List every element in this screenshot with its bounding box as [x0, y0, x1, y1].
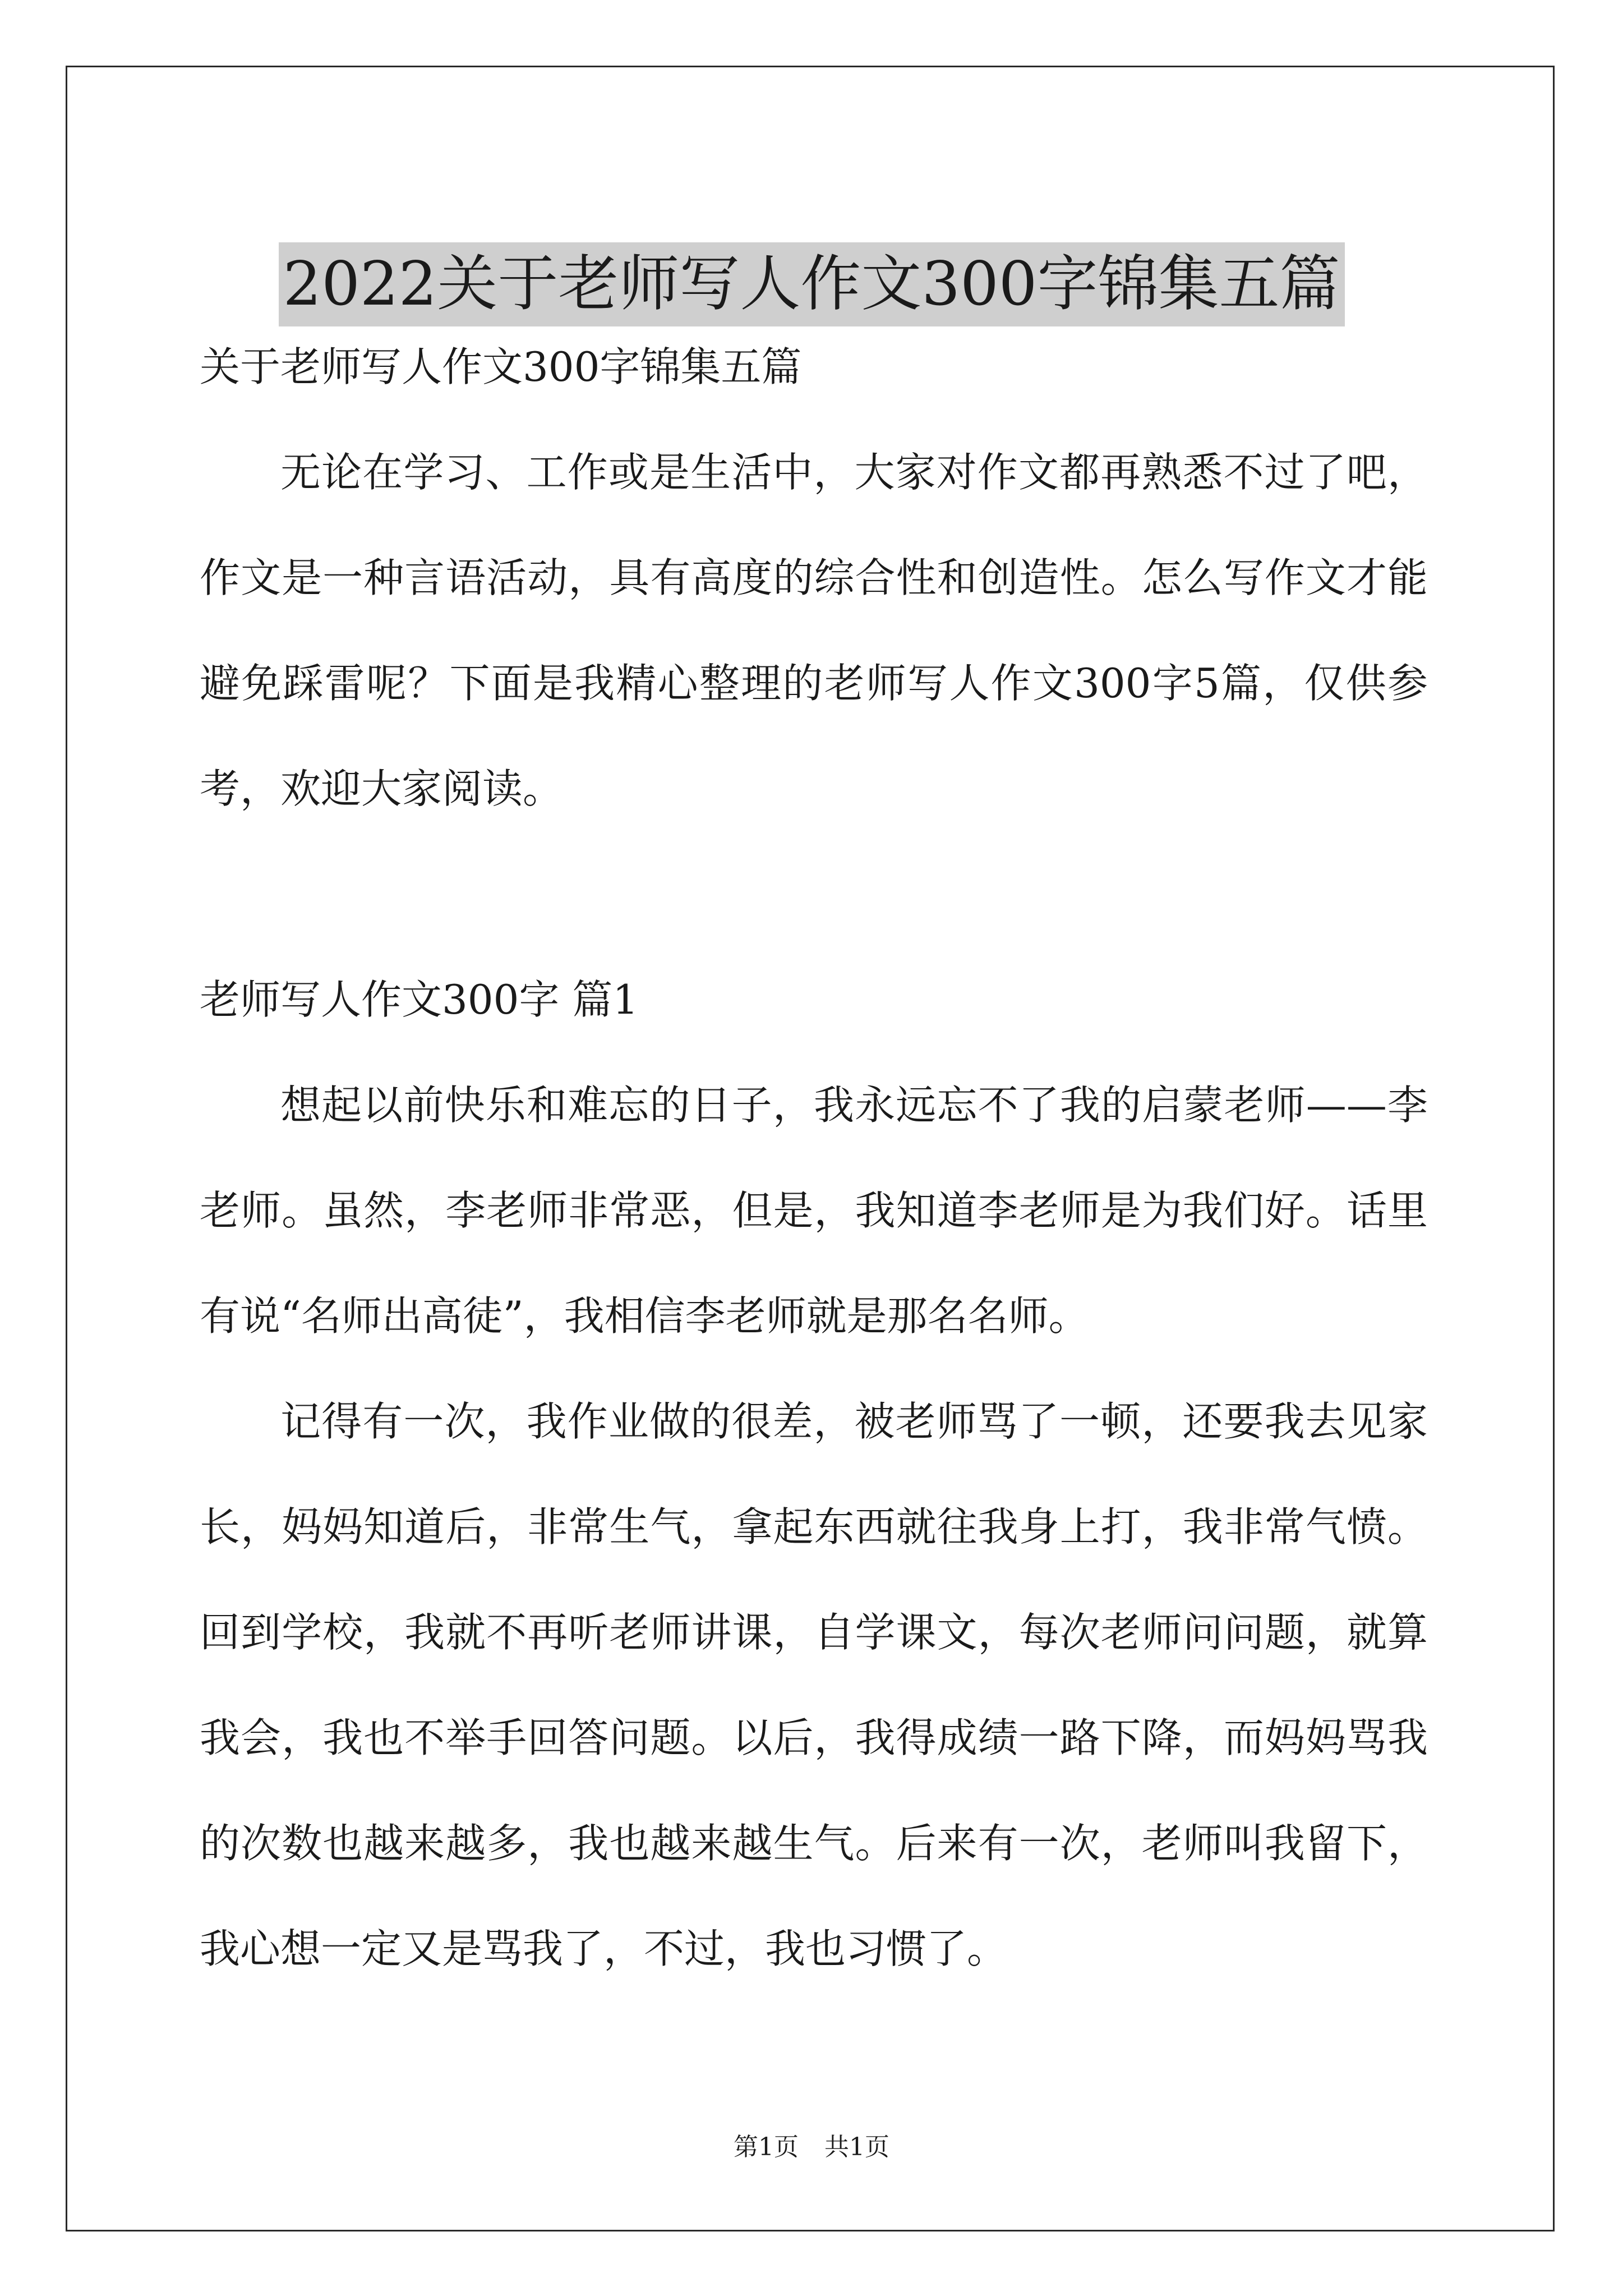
blank-line	[200, 841, 1428, 947]
page-footer	[0, 2131, 1623, 2164]
intro-paragraph: 无论在学习、工作或是生活中，大家对作文都再熟悉不过了吧，作文是一种言语活动，具有高度的综合性和创造性。怎么写作文才能避免踩雷呢？下面是我精心整理的老师写人作文300字5篇，仅供参考，欢迎大家阅读。	[200, 449, 1428, 812]
section-heading: 老师写人作文300字 篇1	[200, 976, 639, 1023]
page-number-total: 共1页	[824, 2133, 889, 2161]
page-number-current: 第1页	[734, 2133, 799, 2161]
body-paragraph-1: 想起以前快乐和难忘的日子，我永远忘不了我的启蒙老师——李老师。虽然，李老师非常恶，但是，我知道李老师是为我们好。话里有说“名师出高徒”，我相信李老师就是那名名师。	[200, 1082, 1428, 1340]
document-body	[200, 314, 1428, 2001]
document-title: 2022关于老师写人作文300字锦集五篇	[279, 242, 1345, 326]
body-paragraph-2: 记得有一次，我作业做的很差，被老师骂了一顿，还要我去见家长，妈妈知道后，非常生气，拿起东西就往我身上打，我非常气愤。回到学校，我就不再听老师讲课，自学课文，每次老师问问题，就算我会，我也不举手回答问题。以后，我得成绩一路下降，而妈妈骂我的次数也越来越多，我也越来越生气。后来有一次，老师叫我留下，我心想一定又是骂我了，不过，我也习惯了。	[200, 1398, 1428, 1972]
document-subtitle: 关于老师写人作文300字锦集五篇	[200, 343, 802, 390]
